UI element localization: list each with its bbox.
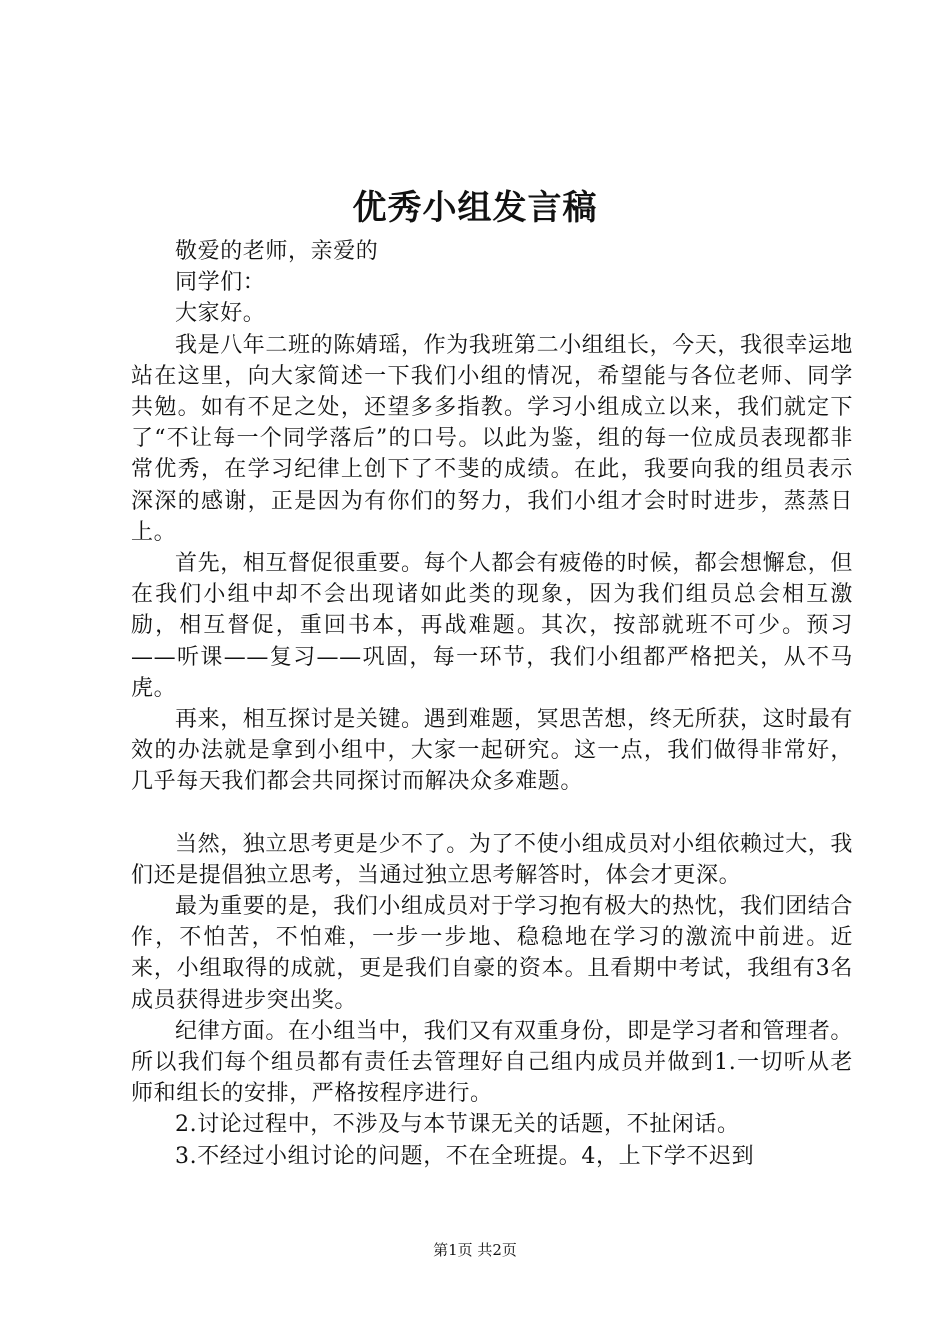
document-body [131,236,853,1172]
greeting-line-3: 大家好。 [175,301,266,327]
body-paragraph: 纪律方面。在小组当中，我们又有双重身份，即是学习者和管理者。所以我们每个组员都有责任去管理好自己组内成员并做到1.一切听从老师和组长的安排，严格按程序进行。 [131,1018,854,1107]
greeting-line-1: 敬爱的老师，亲爱的 [175,239,379,264]
document-title: 优秀小组发言稿 [352,188,598,228]
greeting-line-2: 同学们： [175,270,266,296]
body-paragraph: 首先，相互督促很重要。每个人都会有疲倦的时候，都会想懈怠，但在我们小组中却不会出现诸如此类的现象，因为我们组员总会相互激励，相互督促，重回书本，再战难题。其次，按部就班不可少。预习——听课——复习——巩固，每一环节，我们小组都严格把关，从不马虎。 [131,551,854,701]
list-item: 3.不经过小组讨论的问题，不在全班提。4，上下学不迟到 [175,1143,755,1169]
body-paragraph: 我是八年二班的陈婧瑶，作为我班第二小组组长，今天，我很幸运地站在这里，向大家简述一下我们小组的情况，希望能与各位老师、同学共勉。如有不足之处，还望多多指教。学习小组成立以来，我们就定下了“不让每一个同学落后”的口号。以此为鉴，组的每一位成员表现都非常优秀，在学习纪律上创下了不斐的成绩。在此，我要向我的组员表示深深的感谢，正是因为有你们的努力，我们小组才会时时进步，蒸蒸日上。 [131,332,854,545]
body-paragraph: 最为重要的是，我们小组成员对于学习抱有极大的热忱，我们团结合作，不怕苦，不怕难，一步一步地、稳稳地在学习的激流中前进。近来，小组取得的成就，更是我们自豪的资本。且看期中考试，我组有3名成员获得进步突出奖。 [131,894,854,1013]
body-paragraph: 当然，独立思考更是少不了。为了不使小组成员对小组依赖过大，我们还是提倡独立思考，当通过独立思考解答时，体会才更深。 [131,831,854,888]
page-footer: 第1页 共2页 [433,1241,517,1259]
body-paragraph: 再来，相互探讨是关键。遇到难题，冥思苦想，终无所获，这时最有效的办法就是拿到小组中，大家一起研究。这一点，我们做得非常好，几乎每天我们都会共同探讨而解决众多难题。 [131,707,854,795]
list-item: 2.讨论过程中，不涉及与本节课无关的话题，不扯闲话。 [175,1112,740,1138]
